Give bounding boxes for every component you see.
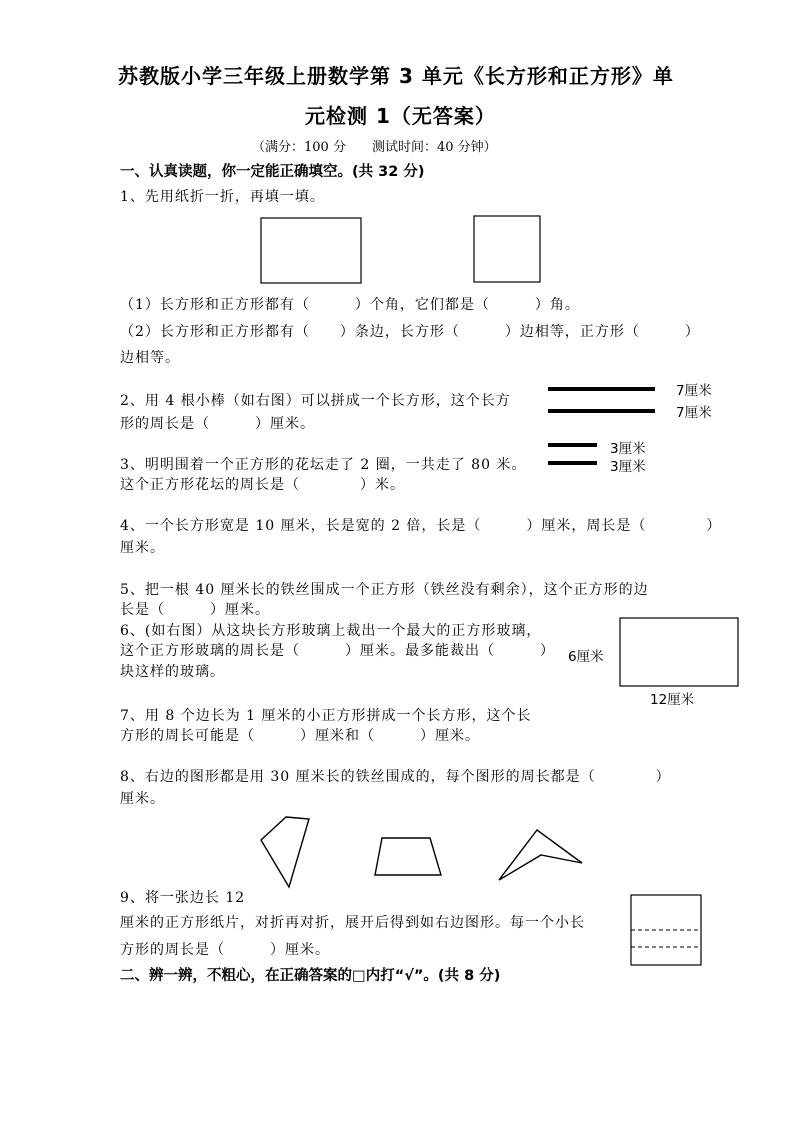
page-title-line-2: 元检测 1（无答案） bbox=[305, 104, 496, 128]
q8-line2: 厘米。 bbox=[120, 791, 165, 807]
q4-line2: 厘米。 bbox=[120, 540, 165, 556]
stick-label-long-2: 7厘米 bbox=[676, 405, 712, 421]
stick-label-short-2: 3厘米 bbox=[610, 459, 646, 475]
arrowhead-shape bbox=[499, 830, 582, 880]
q6-line1: 6、(如右图）从这块长方形玻璃上裁出一个最大的正方形玻璃， bbox=[120, 623, 542, 639]
exam-meta: （满分：100 分 测试时间：40 分钟） bbox=[252, 140, 497, 155]
q4-line1: 4、一个长方形宽是 10 厘米，长是宽的 2 倍，长是（ ）厘米，周长是（ ） bbox=[120, 518, 722, 534]
q6-line2: 这个正方形玻璃的周长是（ ）厘米。最多能裁出（ ） bbox=[120, 643, 555, 659]
glass-width-label: 12厘米 bbox=[650, 692, 695, 708]
q1-part2-line1: （2）长方形和正方形都有（ ）条边，长方形（ ）边相等，正方形（ ） bbox=[120, 324, 700, 340]
q8-line1: 8、右边的图形都是用 30 厘米长的铁丝围成的，每个图形的周长都是（ ） bbox=[120, 769, 671, 785]
q6-line3: 块这样的玻璃。 bbox=[120, 664, 225, 680]
q1-square bbox=[474, 216, 540, 282]
q7-line1: 7、用 8 个边长为 1 厘米的小正方形拼成一个长方形，这个长 bbox=[120, 708, 532, 724]
stick-label-long-1: 7厘米 bbox=[676, 383, 712, 399]
q9-line1: 9、将一张边长 12 bbox=[120, 890, 246, 906]
q7-line2: 方形的周长可能是（ ）厘米和（ ）厘米。 bbox=[120, 728, 480, 744]
section-1-heading: 一、认真读题，你一定能正确填空。(共 32 分) bbox=[120, 164, 425, 180]
kite-shape bbox=[261, 817, 309, 887]
q5-line2: 长是（ ）厘米。 bbox=[120, 602, 270, 618]
q5-line1: 5、把一根 40 厘米长的铁丝围成一个正方形（铁丝没有剩余），这个正方形的边 bbox=[120, 582, 649, 598]
section-2-heading: 二、辨一辨，不粗心，在正确答案的□内打“√”。(共 8 分) bbox=[120, 968, 501, 984]
stick-label-short-1: 3厘米 bbox=[610, 441, 646, 457]
q9-line3: 方形的周长是（ ）厘米。 bbox=[120, 942, 330, 958]
glass-rectangle bbox=[620, 618, 738, 686]
q2-line1: 2、用 4 根小棒（如右图）可以拼成一个长方形，这个长方 bbox=[120, 393, 511, 409]
q1-rectangle bbox=[261, 218, 361, 283]
trapezoid-shape bbox=[375, 838, 441, 875]
q1-part2-line2: 边相等。 bbox=[120, 350, 180, 366]
glass-height-label: 6厘米 bbox=[568, 649, 604, 665]
q3-line1: 3、明明围着一个正方形的花坛走了 2 圈，一共走了 80 米。 bbox=[120, 457, 527, 473]
q2-line2: 形的周长是（ ）厘米。 bbox=[120, 416, 315, 432]
page-title-line-1: 苏教版小学三年级上册数学第 3 单元《长方形和正方形》单 bbox=[118, 64, 674, 88]
q9-line2: 厘米的正方形纸片，对折再对折，展开后得到如右边图形。每一个小长 bbox=[120, 915, 585, 931]
q1-part1: （1）长方形和正方形都有（ ）个角，它们都是（ ）角。 bbox=[120, 297, 580, 313]
q1-stem: 1、先用纸折一折，再填一填。 bbox=[120, 189, 325, 205]
q3-line2: 这个正方形花坛的周长是（ ）米。 bbox=[120, 477, 405, 493]
